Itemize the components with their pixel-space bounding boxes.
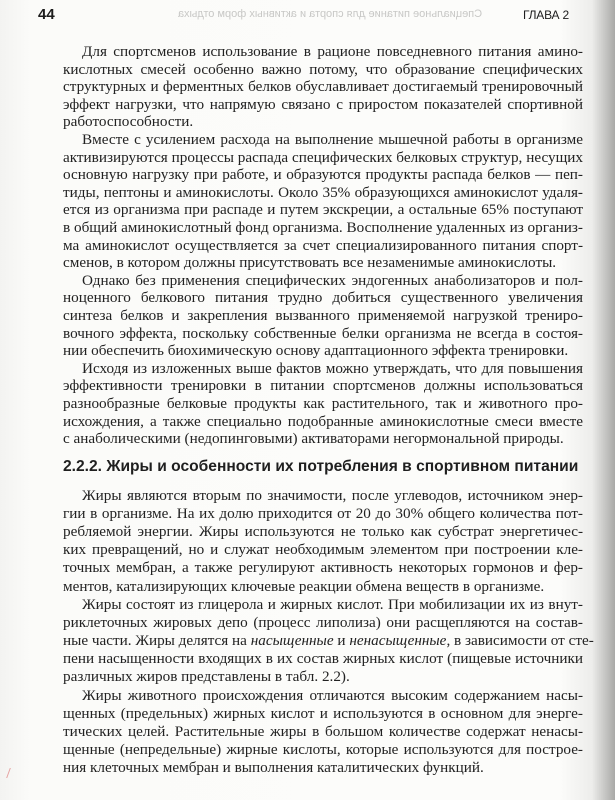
section-heading: 2.2.2. Жиры и особенности их потребления в спортивном питании	[63, 458, 579, 475]
text-line: тических целей. Растительные жиры в большом количестве содержат ненасы-	[63, 723, 583, 740]
text-line: активизируются процессы распада специфических белковых структур, несущих	[63, 149, 583, 166]
page-number: 44	[38, 6, 55, 23]
text-line: вочного эффекта, поскольку собственные белки организма не всегда в состоя-	[63, 325, 583, 342]
text-line: ется из организма при распаде и путем экскреции, а остальные 65% поступают	[63, 201, 583, 218]
text-line: Однако без применения специфических эндогенных анаболизаторов и пол-	[82, 272, 583, 289]
bleed-through-running-title: Специальное питание для спорта и активных форм отдыха	[178, 8, 483, 20]
text-line: эффект нагрузки, что напрямую связано с приростом показателей спортивной	[63, 96, 583, 113]
chapter-label: ГЛАВА 2	[523, 8, 569, 22]
text-line: ментов, катализирующих ключевые реакции обмена веществ в организме.	[63, 578, 545, 595]
text-line: в общий аминокислотный фонд организма. Восполнение удаленных из организ-	[63, 219, 583, 236]
text-line: Исходя из изложенных выше фактов можно утверждать, что для повышения	[82, 360, 583, 377]
text-line: разнообразные белковые продукты как растительного, так и животного про-	[63, 395, 583, 412]
emphasis-unsaturated: ненасыщенные	[349, 632, 447, 649]
text-line: ния клеточных мембран и выполнения каталитических функций.	[63, 759, 484, 776]
text-line: ких превращений, но и служат необходимым элементом при построении кле-	[63, 541, 583, 558]
text-line: кислотных смесей особенно важно потому, что образование специфических	[63, 61, 583, 78]
text-run: , в зависимости от сте-	[446, 632, 594, 649]
text-line: ноценного белкового питания трудно добиться существенного увеличения	[63, 289, 583, 306]
text-line: ребляемой энергии. Жиры используются не только как субстрат энергетичес-	[63, 523, 583, 540]
text-line: эффективности тренировки в питании спортсменов должны использоваться	[63, 377, 583, 394]
text-line: синтеза белков и закрепления вызванного применяемой нагрузкой трениро-	[63, 307, 583, 324]
text-line: структурных и ферментных белков обуславливает достигаемый тренировочный	[63, 78, 583, 95]
text-line: Вместе с усилением расхода на выполнение мышечной работы в организме	[82, 131, 583, 148]
text-line: основную нагрузку при работе, и образуются продукты распада белков — пеп-	[63, 166, 583, 183]
text-run: и	[333, 632, 350, 649]
text-line: Жиры состоят из глицерола и жирных кислот. При мобилизации их из внут-	[82, 596, 583, 613]
text-line: работоспособности.	[63, 113, 194, 130]
text-line: исхождения, а также специально подобранные аминокислотные смеси вместе	[63, 413, 583, 430]
text-line: гии в организме. На их долю приходится от 20 до 30% общего количества пот-	[63, 505, 583, 522]
pencil-mark	[6, 768, 19, 778]
text-line: различных жиров представлены в табл. 2.2).	[63, 668, 350, 685]
text-line	[63, 632, 594, 650]
text-line: нии обеспечить биохимическую основу адаптационного эффекта тренировки.	[63, 342, 569, 359]
text-line: тиды, пептоны и аминокислоты. Около 35% образующихся аминокислот удаля-	[63, 184, 583, 201]
text-line: Жиры являются вторым по значимости, после углеводов, источником энер-	[82, 487, 583, 504]
text-line: сменов, в котором должны присутствовать все незаменимые аминокислоты.	[63, 254, 557, 271]
text-line: Жиры животного происхождения отличаются высоким содержанием насы-	[82, 687, 583, 704]
text-line: Для спортсменов использование в рационе повседневного питания амино-	[82, 43, 583, 60]
text-line: щенных (предельных) жирных кислот и используются в основном для энерге-	[63, 705, 583, 722]
text-line: риклеточных жировых депо (процесс липолиза) они расщепляются на состав-	[63, 614, 583, 631]
text-line: пени насыщенности входящих в их состав жирных кислот (пищевые источники	[63, 650, 583, 667]
emphasis-saturated: насыщенные	[250, 632, 334, 649]
text-line: точных мембран, а также регулируют активность некоторых гормонов и фер-	[63, 559, 583, 576]
text-line: с анаболическими (недопинговыми) активаторами негормональной природы.	[63, 430, 564, 447]
text-run: ные части. Жиры делятся на	[63, 632, 251, 649]
text-line: щенные (непредельные) жирные кислоты, которые используются для построе-	[63, 741, 583, 758]
text-line: ма аминокислот осуществляется за счет специализированного питания спорт-	[63, 237, 583, 254]
